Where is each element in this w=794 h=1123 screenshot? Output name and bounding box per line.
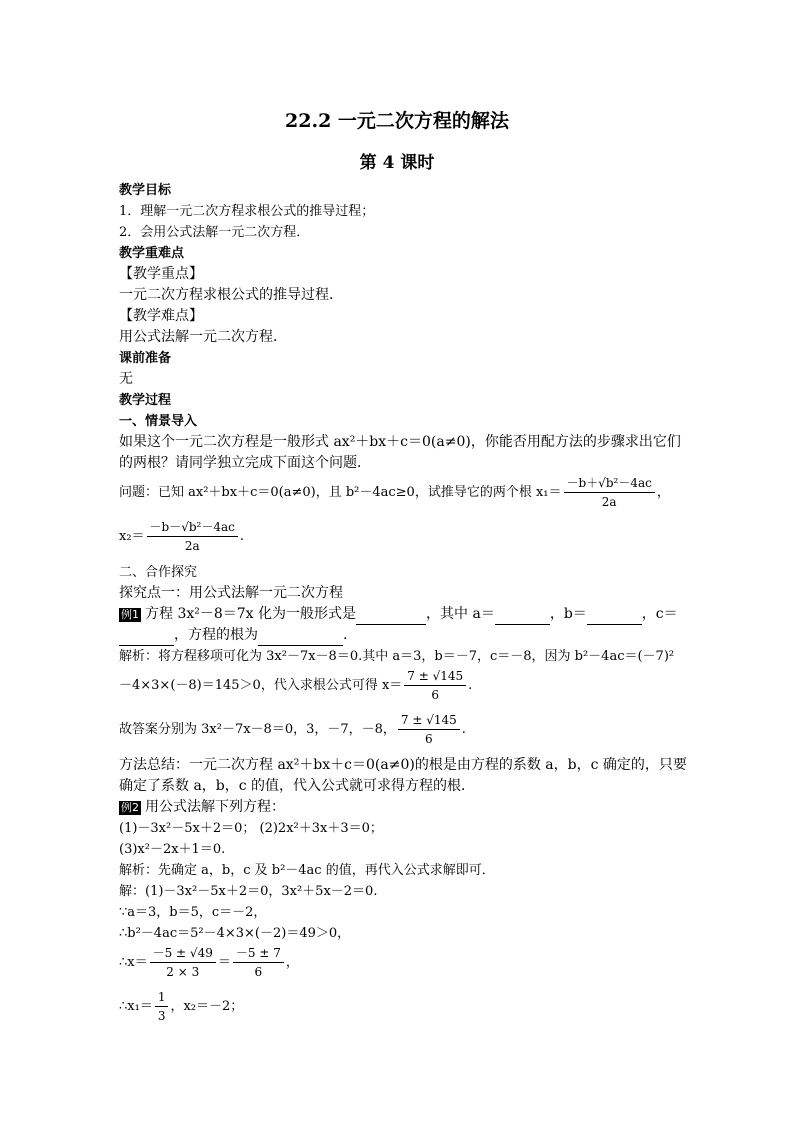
key-head: 【教学重点】 [119,266,203,282]
ex2-f3-num: 1 [155,988,169,1007]
root1-denominator: 2a [601,495,617,509]
ex2-line-2: (3)x²－2x＋1＝0. [119,842,226,857]
ex2-f1-num: －5 ± √49 [150,944,216,963]
example-1 [119,604,679,625]
ex2-step4-label: ∴x＝ [119,955,148,970]
ex2-step-2: ∵a＝3，b＝5，c＝－2， [119,905,267,920]
example-2 [119,797,679,818]
intro-line-2: 的两根？请同学独立完成下面这个问题． [119,455,371,471]
blank-a [495,610,550,625]
ex2-step-4: ∴x＝ $\frac{-5 \pm √49}{2 \times 3}$ ＝ $\frac{-5 \pm 7}{6}$ ， [119,946,299,979]
question: 问题：已知 ax²＋bx＋c＝0(a≠0)，且 b²－4ac≥0，试推导它的两个根 x₁＝ $\frac{\text{－b＋√b²－4ac}}{2a}$ ， [119,476,670,509]
ex2-f3-den: 3 [157,1009,166,1023]
ex2-fraction-1 [150,944,216,981]
method-summary-1: 方法总结：一元二次方程 ax²＋bx＋c＝0(a≠0)的根是由方程的系数 a，b，c 确定的，只要 [119,757,687,773]
ex1-solution-1: 解析：将方程移项可化为 3x²－7x－8＝0.其中 a＝3，b＝－7，c＝－8，因为 b²－4ac＝(－7)² [119,649,675,664]
ex1-fraction [404,667,466,704]
ex2-hint: 解析：先确定 a，b，c 及 b²－4ac 的值，再代入公式求解即可． [119,863,495,878]
lesson-body [119,180,687,1032]
lesson-subtitle: 第 4 课时 [359,153,435,173]
ex1-answer: 故答案分别为 3x²－7x－8＝0，3，－7，－8， $\frac{7 \pm √145}{6}$ . [119,713,466,746]
ex2-fraction-3 [155,988,169,1025]
ex1-text-e: ，方程的根为 [174,627,258,643]
ex1-ans-num: 7 ± √145 [398,711,460,730]
ex1-text-d: ，c＝ [641,606,678,622]
hard-text: 用公式法解一元二次方程． [119,329,287,345]
ex2-step5-tail: ，x₂＝－2； [170,999,244,1014]
goal-2: 2．会用公式法解一元二次方程． [119,225,310,240]
ex1-ans-den: 6 [425,732,433,746]
ex2-f1-den: 2 × 3 [166,965,200,979]
explore-head: 二、合作探究 [119,565,198,580]
section-difficulty: 教学重难点 [119,246,185,261]
intro-line-1: 如果这个一元二次方程是一般形式 ax²＋bx＋c＝0(a≠0)，你能否用配方法的步骤求出它们 [119,434,681,450]
ex2-text: 用公式法解下列方程： [145,799,285,815]
ex2-step-3: ∴b²－4ac＝5²－4×3×(－2)＝49＞0， [119,926,351,941]
ex2-f2-num: －5 ± 7 [233,944,284,963]
method-summary-2: 确定了系数 a，b，c 的值，代入公式就可求得方程的根． [119,778,476,794]
example-1-line-2: ，方程的根为 . [119,625,679,646]
ex1-answer-text: 故答案分别为 3x²－7x－8＝0，3，－7，－8， [119,722,396,737]
hard-head: 【教学难点】 [119,308,203,324]
intro-head: 一、情景导入 [119,414,198,429]
ex1-answer-fraction [398,711,460,748]
root2-fraction [147,518,238,555]
example-1-badge: 例1 [121,608,139,621]
ex2-step-5 [119,988,679,1032]
ex1-solution-2: －4×3×(－8)＝145＞0，代入求根公式可得 x＝ $\frac{7 \pm √145}{6}$ . [119,669,473,702]
question-x2: x₂＝ $\frac{\text{－b－√b²－4ac}}{2a}$ . [119,520,245,553]
section-process: 教学过程 [119,393,172,408]
ex2-fraction-2 [233,944,284,981]
ex1-text-b: ，其中 a＝ [426,606,495,622]
ex1-text-a: 方程 3x²－8＝7x 化为一般形式是 [145,606,357,622]
ex2-step5-label: ∴x₁＝ [119,999,153,1014]
point-1: 探究点一：用公式法解一元二次方程 [119,585,343,601]
section-goals: 教学目标 [119,183,172,198]
ex1-text-c: ，b＝ [549,606,587,622]
blank-general-form [356,610,426,625]
ex2-f2-den: 6 [254,965,263,979]
key-text: 一元二次方程求根公式的推导过程． [119,287,343,303]
root2-numerator: －b－√b²－4ac [147,518,238,537]
ex2-step-1: 解：(1)－3x²－5x＋2＝0，3x²＋5x－2＝0. [119,884,378,899]
ex1-sol2-text: －4×3×(－8)＝145＞0，代入求根公式可得 x＝ [119,678,403,693]
root1-numerator: －b＋√b²－4ac [564,474,655,493]
blank-c [119,631,174,646]
x2-label: x₂＝ [119,529,145,544]
blank-roots [258,631,343,646]
page-title: 22.2 一元二次方程的解法 [285,110,509,132]
ex2-line-1: (1)－3x²－5x＋2＝0； (2)2x²＋3x＋3＝0； [119,821,383,836]
example-2-badge: 例2 [121,801,139,814]
question-text: 问题：已知 ax²＋bx＋c＝0(a≠0)，且 b²－4ac≥0，试推导它的两个根 x₁＝ [119,485,562,500]
goal-1: 1．理解一元二次方程求根公式的推导过程； [119,204,375,219]
root1-fraction [564,474,655,511]
prep-text: 无 [119,371,133,387]
section-prep: 课前准备 [119,351,172,366]
blank-b [587,610,642,625]
root2-denominator: 2a [184,539,200,553]
ex1-frac-num: 7 ± √145 [404,667,466,686]
ex1-frac-den: 6 [431,688,440,702]
